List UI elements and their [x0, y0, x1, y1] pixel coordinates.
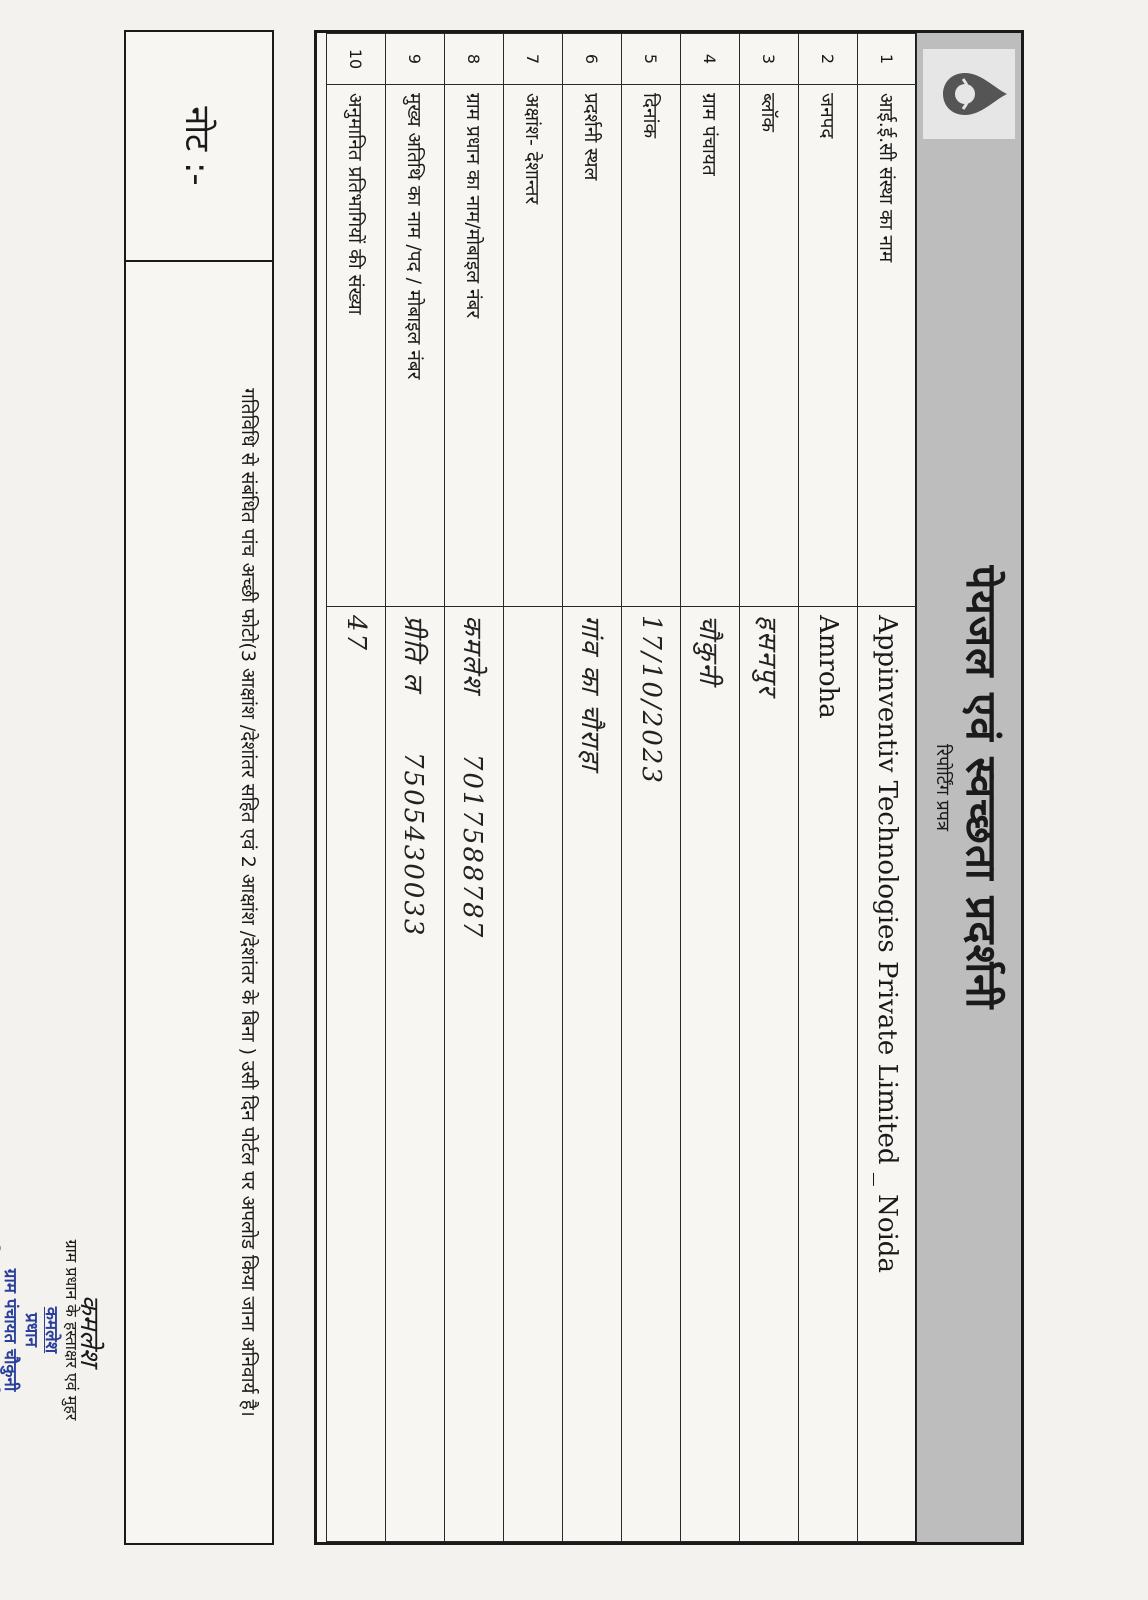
stamp-line-2: ग्राम पंचायत चौकुनी	[0, 1268, 21, 1392]
participants-value: 47	[327, 607, 386, 1542]
district-value: Amroha	[799, 607, 858, 1542]
iec-organisation-value: Appinventiv Technologies Private Limited _ Noida	[858, 607, 917, 1542]
row-label: ब्लॉक	[740, 85, 799, 607]
row-label: अनुमानित प्रतिभागियों की संख्या	[327, 85, 386, 607]
form-header	[915, 33, 1021, 1542]
row-number: 1	[858, 34, 917, 85]
date-value: 17/10/2023	[622, 607, 681, 1542]
pradhan-value	[445, 607, 504, 1542]
row-label: प्रदर्शनी स्थल	[563, 85, 622, 607]
row-number: 5	[622, 34, 681, 85]
row-number: 8	[445, 34, 504, 85]
pradhan-phone: 7017588787	[457, 753, 487, 940]
gram-panchayat-value: चौकुनी	[681, 607, 740, 1542]
official-stamp	[0, 1120, 61, 1540]
signature-block	[0, 1120, 109, 1540]
row-number: 7	[504, 34, 563, 85]
row-number: 6	[563, 34, 622, 85]
row-label: अक्षांश- देशान्तर	[504, 85, 563, 607]
table-row	[740, 34, 799, 1542]
table-row	[386, 34, 445, 1542]
handwritten-signature: कमलेश	[74, 1294, 104, 1366]
row-label: दिनांक	[622, 85, 681, 607]
block-value: हसनपुर	[740, 607, 799, 1542]
table-row	[681, 34, 740, 1542]
row-number: 10	[327, 34, 386, 85]
page-title: पेयजल एवं स्वच्छता प्रदर्शनी	[957, 565, 1006, 1010]
row-label: ग्राम प्रधान का नाम/मोबाइल नंबर	[445, 85, 504, 607]
page-subtitle: रिपोर्टिंग प्रपत्र	[932, 744, 953, 831]
row-number: 9	[386, 34, 445, 85]
stamp-line-1: प्रधान	[20, 1313, 41, 1347]
report-sheet	[0, 30, 1094, 1550]
chief-guest-name: प्रीति ल	[398, 615, 428, 692]
chief-guest-phone: 7505430033	[398, 751, 428, 938]
table-row	[445, 34, 504, 1542]
note-box	[124, 30, 274, 1545]
note-label: नोट :-	[126, 32, 272, 262]
report-form	[314, 30, 1024, 1545]
row-label: आई.ई.सी संस्था का नाम	[858, 85, 917, 607]
chief-guest-value	[386, 607, 445, 1542]
row-label: जनपद	[799, 85, 858, 607]
note-text: गतिविधि से संबंधित पांच अच्छी फोटो(3 आक्षांश /देशांतर सहित एवं 2 आक्षांश /देशांतर के बिना ) उसी दिन पोर्टल पर अपलोड किया जाना अनिवार्य है।	[237, 388, 259, 1417]
row-number: 3	[740, 34, 799, 85]
table-row	[504, 34, 563, 1542]
details-table	[326, 33, 917, 1542]
row-label: ग्राम पंचायत	[681, 85, 740, 607]
pradhan-name: कमलेश	[457, 615, 487, 694]
stamp-name: कमलेश	[41, 1306, 61, 1354]
lat-long-value	[504, 607, 563, 1542]
row-number: 2	[799, 34, 858, 85]
table-row	[858, 34, 917, 1542]
table-row	[622, 34, 681, 1542]
table-row	[563, 34, 622, 1542]
venue-value: गांव का चौराहा	[563, 607, 622, 1542]
table-row	[327, 34, 386, 1542]
table-row	[799, 34, 858, 1542]
row-number: 4	[681, 34, 740, 85]
row-label: मुख्य अतिथि का नाम /पद / मोबाइल नंबर	[386, 85, 445, 607]
signature-caption: ग्राम प्रधान के हस्ताक्षर एवं मुहर	[62, 1239, 81, 1421]
